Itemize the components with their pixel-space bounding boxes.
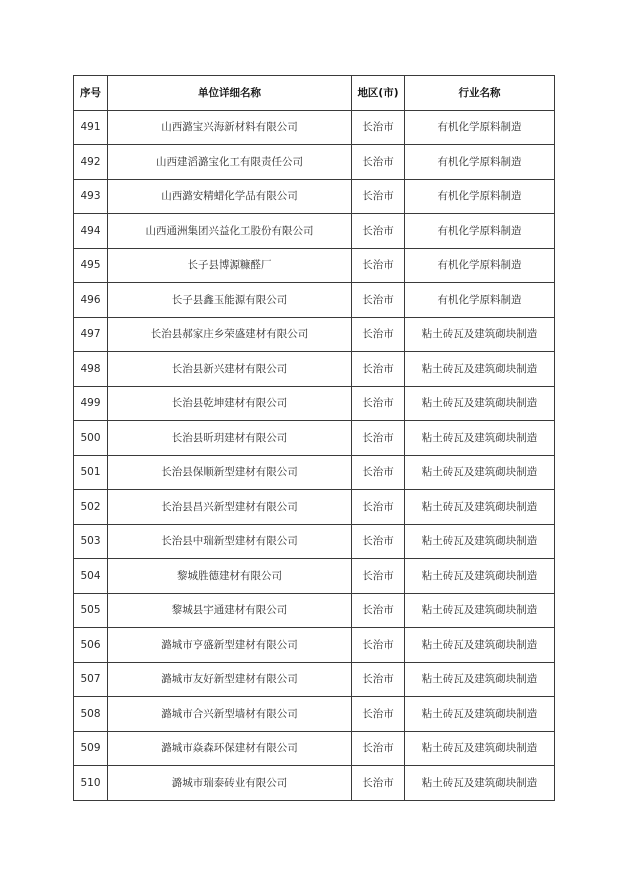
cell-industry: 粘土砖瓦及建筑砌块制造 — [405, 766, 555, 801]
cell-serial-number: 491 — [74, 110, 108, 145]
cell-region: 长治市 — [352, 179, 405, 214]
cell-industry: 粘土砖瓦及建筑砌块制造 — [405, 455, 555, 490]
cell-industry: 粘土砖瓦及建筑砌块制造 — [405, 317, 555, 352]
cell-serial-number: 497 — [74, 317, 108, 352]
cell-industry: 粘土砖瓦及建筑砌块制造 — [405, 524, 555, 559]
table-row — [74, 145, 555, 180]
cell-company-name: 潞城市焱森环保建材有限公司 — [108, 731, 352, 766]
cell-company-name: 长治县昌兴新型建材有限公司 — [108, 490, 352, 525]
cell-industry: 有机化学原料制造 — [405, 214, 555, 249]
cell-serial-number: 507 — [74, 662, 108, 697]
cell-region: 长治市 — [352, 593, 405, 628]
cell-region: 长治市 — [352, 628, 405, 663]
cell-industry: 粘土砖瓦及建筑砌块制造 — [405, 697, 555, 732]
cell-serial-number: 509 — [74, 731, 108, 766]
cell-region: 长治市 — [352, 421, 405, 456]
cell-company-name: 山西通洲集团兴益化工股份有限公司 — [108, 214, 352, 249]
cell-serial-number: 493 — [74, 179, 108, 214]
table-row — [74, 766, 555, 801]
table-row — [74, 214, 555, 249]
cell-company-name: 潞城市瑞泰砖业有限公司 — [108, 766, 352, 801]
cell-company-name: 潞城市合兴新型墙材有限公司 — [108, 697, 352, 732]
table-row — [74, 179, 555, 214]
cell-region: 长治市 — [352, 697, 405, 732]
table-row — [74, 628, 555, 663]
table-row — [74, 110, 555, 145]
cell-region: 长治市 — [352, 731, 405, 766]
table-header-row — [74, 76, 555, 111]
cell-company-name: 长治县昕玥建材有限公司 — [108, 421, 352, 456]
cell-region: 长治市 — [352, 524, 405, 559]
table-row — [74, 559, 555, 594]
cell-serial-number: 504 — [74, 559, 108, 594]
cell-region: 长治市 — [352, 559, 405, 594]
table-row — [74, 593, 555, 628]
table-row — [74, 524, 555, 559]
cell-industry: 有机化学原料制造 — [405, 179, 555, 214]
cell-region: 长治市 — [352, 214, 405, 249]
cell-industry: 粘土砖瓦及建筑砌块制造 — [405, 490, 555, 525]
cell-serial-number: 498 — [74, 352, 108, 387]
cell-serial-number: 503 — [74, 524, 108, 559]
cell-company-name: 黎城胜德建材有限公司 — [108, 559, 352, 594]
cell-region: 长治市 — [352, 248, 405, 283]
cell-industry: 粘土砖瓦及建筑砌块制造 — [405, 559, 555, 594]
cell-region: 长治市 — [352, 386, 405, 421]
header-company-name: 单位详细名称 — [108, 76, 352, 111]
cell-company-name: 山西潞安精蜡化学品有限公司 — [108, 179, 352, 214]
table-row — [74, 386, 555, 421]
table-row — [74, 248, 555, 283]
cell-company-name: 黎城县宇通建材有限公司 — [108, 593, 352, 628]
cell-industry: 粘土砖瓦及建筑砌块制造 — [405, 593, 555, 628]
cell-serial-number: 500 — [74, 421, 108, 456]
table-row — [74, 662, 555, 697]
cell-company-name: 潞城市友好新型建材有限公司 — [108, 662, 352, 697]
cell-company-name: 长子县博源糠醛厂 — [108, 248, 352, 283]
cell-company-name: 长治县中瑞新型建材有限公司 — [108, 524, 352, 559]
cell-industry: 粘土砖瓦及建筑砌块制造 — [405, 386, 555, 421]
header-region: 地区(市) — [352, 76, 405, 111]
cell-company-name: 长治县新兴建材有限公司 — [108, 352, 352, 387]
table-row — [74, 455, 555, 490]
table-row — [74, 317, 555, 352]
cell-region: 长治市 — [352, 283, 405, 318]
cell-region: 长治市 — [352, 766, 405, 801]
table-row — [74, 490, 555, 525]
cell-industry: 有机化学原料制造 — [405, 283, 555, 318]
table-row — [74, 283, 555, 318]
cell-industry: 粘土砖瓦及建筑砌块制造 — [405, 628, 555, 663]
header-industry: 行业名称 — [405, 76, 555, 111]
cell-serial-number: 494 — [74, 214, 108, 249]
table-row — [74, 421, 555, 456]
cell-region: 长治市 — [352, 352, 405, 387]
cell-company-name: 长治县郝家庄乡荣盛建材有限公司 — [108, 317, 352, 352]
cell-company-name: 长治县保顺新型建材有限公司 — [108, 455, 352, 490]
header-serial-number: 序号 — [74, 76, 108, 111]
cell-region: 长治市 — [352, 490, 405, 525]
cell-serial-number: 492 — [74, 145, 108, 180]
cell-company-name: 山西潞宝兴海新材料有限公司 — [108, 110, 352, 145]
cell-serial-number: 496 — [74, 283, 108, 318]
cell-industry: 粘土砖瓦及建筑砌块制造 — [405, 662, 555, 697]
cell-serial-number: 499 — [74, 386, 108, 421]
cell-serial-number: 495 — [74, 248, 108, 283]
cell-serial-number: 502 — [74, 490, 108, 525]
cell-industry: 有机化学原料制造 — [405, 110, 555, 145]
cell-company-name: 长子县鑫玉能源有限公司 — [108, 283, 352, 318]
cell-region: 长治市 — [352, 145, 405, 180]
cell-company-name: 长治县乾坤建材有限公司 — [108, 386, 352, 421]
cell-serial-number: 506 — [74, 628, 108, 663]
table-row — [74, 697, 555, 732]
cell-company-name: 山西建滔潞宝化工有限责任公司 — [108, 145, 352, 180]
cell-region: 长治市 — [352, 662, 405, 697]
cell-industry: 粘土砖瓦及建筑砌块制造 — [405, 421, 555, 456]
table-row — [74, 731, 555, 766]
company-list-table — [73, 75, 555, 801]
cell-serial-number: 505 — [74, 593, 108, 628]
cell-region: 长治市 — [352, 455, 405, 490]
cell-industry: 有机化学原料制造 — [405, 248, 555, 283]
cell-industry: 有机化学原料制造 — [405, 145, 555, 180]
cell-company-name: 潞城市亨盛新型建材有限公司 — [108, 628, 352, 663]
cell-industry: 粘土砖瓦及建筑砌块制造 — [405, 731, 555, 766]
cell-industry: 粘土砖瓦及建筑砌块制造 — [405, 352, 555, 387]
cell-region: 长治市 — [352, 110, 405, 145]
cell-serial-number: 508 — [74, 697, 108, 732]
cell-serial-number: 510 — [74, 766, 108, 801]
cell-region: 长治市 — [352, 317, 405, 352]
cell-serial-number: 501 — [74, 455, 108, 490]
table-row — [74, 352, 555, 387]
